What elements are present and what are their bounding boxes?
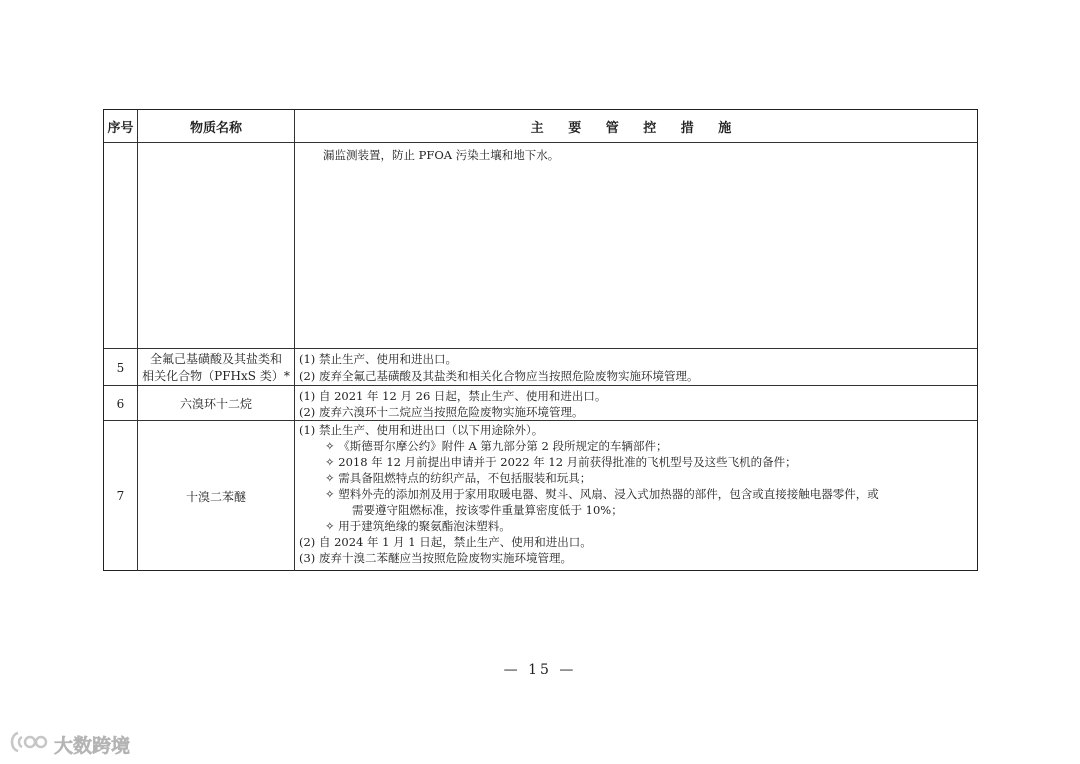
page-number: — 15 — [503,662,577,678]
measure-line: ✧ 用于建筑绝缘的聚氨酯泡沫塑料。 [325,519,511,533]
cell-name [138,349,295,386]
table-row [104,385,977,421]
name-line: 相关化合物（PFHxS 类）* [142,368,290,383]
measure-line: ✧ 《斯德哥尔摩公约》附件 A 第九部分第 2 段所规定的车辆部件； [325,439,668,453]
header-name: 物质名称 [138,110,295,142]
measure-line: (3) 废弃十溴二苯醚应当按照危险废物实施环境管理。 [299,551,572,565]
measure-line: 漏监测装置，防止 PFOA 污染土壤和地下水。 [323,148,560,162]
cell-measures [295,421,977,571]
measure-line: ✧ 需具备阻燃特点的纺织产品，不包括服装和玩具； [325,471,592,485]
table-header-row [104,110,977,142]
header-measures: 主 要 管 控 措 施 [530,120,742,136]
table-row-continuation [104,142,977,349]
table-row [104,348,977,386]
measure-line: ✧ 塑料外壳的添加剂及用于家用取暖电器、熨斗、风扇、浸入式加热器的部件，包含或直接接触电器零件，或 [325,487,879,501]
cell-name: 十溴二苯醚 [138,421,295,571]
measure-line: (1) 禁止生产、使用和进出口。 [299,352,457,366]
cell-no: 5 [104,349,138,386]
measure-line: (1) 禁止生产、使用和进出口（以下用途除外）。 [299,423,544,437]
cell-name-empty [138,143,295,349]
cell-no-empty [104,143,138,349]
cell-no: 6 [104,386,138,421]
cell-measures [295,349,977,386]
logo-swirl-icon [8,729,50,759]
measure-line: 需要遵守阻燃标准，按该零件重量算密度低于 10%； [352,503,623,517]
watermark [8,731,130,757]
cell-measures-cont [295,143,977,349]
measure-line: (2) 自 2024 年 1 月 1 日起，禁止生产、使用和进出口。 [299,535,592,549]
measure-line: (1) 自 2021 年 12 月 26 日起，禁止生产、使用和进出口。 [299,389,607,403]
controls-table [103,109,978,571]
cell-no: 7 [104,421,138,571]
measure-line: ✧ 2018 年 12 月前提出申请并于 2022 年 12 月前获得批准的飞机型号及这些飞机的备件； [325,455,797,469]
table-row [104,420,977,571]
cell-measures [295,386,977,421]
measure-line: (2) 废弃六溴环十二烷应当按照危险废物实施环境管理。 [299,405,584,419]
cell-name: 六溴环十二烷 [138,386,295,421]
name-line: 全氟己基磺酸及其盐类和 [149,351,282,366]
measure-line: (2) 废弃全氟己基磺酸及其盐类和相关化合物应当按照危险废物实施环境管理。 [299,369,699,383]
header-no: 序号 [104,110,138,142]
watermark-text: 大数跨境 [54,734,131,757]
